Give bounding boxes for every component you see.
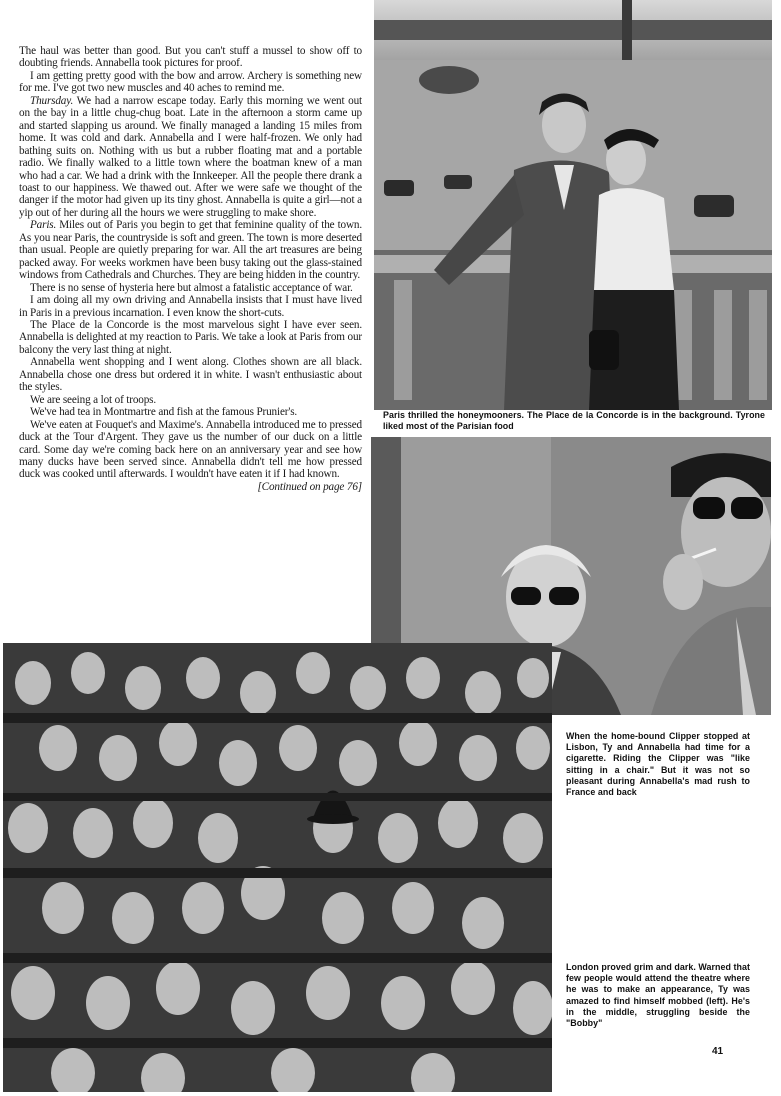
article-paragraph: Annabella went shopping and I went along. Clothes shown are all black. Annabella chose one dress but ordered it in white. I wasn't enthusiastic about the styles. — [19, 356, 362, 394]
article-column — [19, 45, 362, 493]
article-paragraph: Paris. Miles out of Paris you begin to get that feminine quality of the town. As you near Paris, the countryside is soft and green. The town is more deserted than usual. People are quietly preparing for war. All the art treasures are being packed away. For weeks workmen have been busy taking out the glass-stained windows from Cathedrals and Churches. They are being hidden in the country. — [19, 219, 362, 282]
continued-on-page-link[interactable]: [Continued on page 76] — [257, 480, 362, 493]
article-paragraph: The haul was better than good. But you can't stuff a mussel to show off to doubting friends. Annabella took pictures for proof. — [19, 45, 362, 70]
article-paragraph: We've had tea in Montmartre and fish at the famous Prunier's. — [30, 406, 298, 419]
paris-balcony-photo — [374, 0, 772, 410]
article-paragraph: We've eaten at Fouquet's and Maxime's. Annabella introduced me to pressed duck at the Tour d'Argent. They gave us the number of our duck on a little card. Some day we're coming back here on an anniversary year and see how many ducks have been served since. Annabella didn't tell me how pressed duck was cooked until afterwards. I wouldn't have eaten it if I had known. [Continued on page 76] — [19, 418, 362, 493]
page-number: 41 — [712, 1046, 724, 1057]
article-paragraph: Thursday. We had a narrow escape today. Early this morning we went out on the bay in a little chug-chug boat. Late in the afternoon a storm came up and started slapping us around. We finally managed a landing 15 miles from home. It was cold and dark. Annabella and I were half-frozen. We only had bathing suits on. Nothing with us but a rubber floating mat and a portable radio. We finally walked to a little town where the boatman knew of a man who had a car. We had a drink with the Innkeeper. All the people there drank a toast to our happiness. We thawed out. After we were safe we thought of the danger if the motor had given up its tiny ghost. Annabella is quite a girl—not a yip out of her during all the hours we were struggling to make shore. — [19, 94, 362, 219]
article-paragraph: We are seeing a lot of troops. — [30, 393, 157, 406]
london-photo-caption: London proved grim and dark. Warned that few people would attend the theatre where he was to make an appearance, Ty was amazed to find himself mobbed (left). He's in the middle, struggling beside the "Bobby" — [566, 962, 750, 1029]
paris-photo-caption: Paris thrilled the honeymooners. The Place de la Concorde is in the background. Tyrone liked most of the Parisian food — [383, 410, 765, 432]
article-paragraph: There is no sense of hysteria here but almost a fatalistic acceptance of war. — [30, 281, 353, 294]
clipper-photo-caption: When the home-bound Clipper stopped at Lisbon, Ty and Annabella had time for a cigarette. Riding the Clipper was "like sitting in a chair." But it was not so pleasant during Annabella's mad rush to France and back — [566, 731, 750, 798]
article-paragraph: The Place de la Concorde is the most marvelous sight I have ever seen. Annabella is delighted at my reaction to Paris. We take a look at Paris from our balcony the very last thing at night. — [19, 318, 362, 356]
london-crowd-photo — [3, 643, 552, 1092]
article-paragraph: I am getting pretty good with the bow and arrow. Archery is something new for me. I've got two new muscles and 40 aches to remind me. — [19, 69, 362, 95]
article-paragraph: I am doing all my own driving and Annabella insists that I must have lived in Paris in a previous incarnation. I even know the short-cuts. — [19, 294, 362, 319]
